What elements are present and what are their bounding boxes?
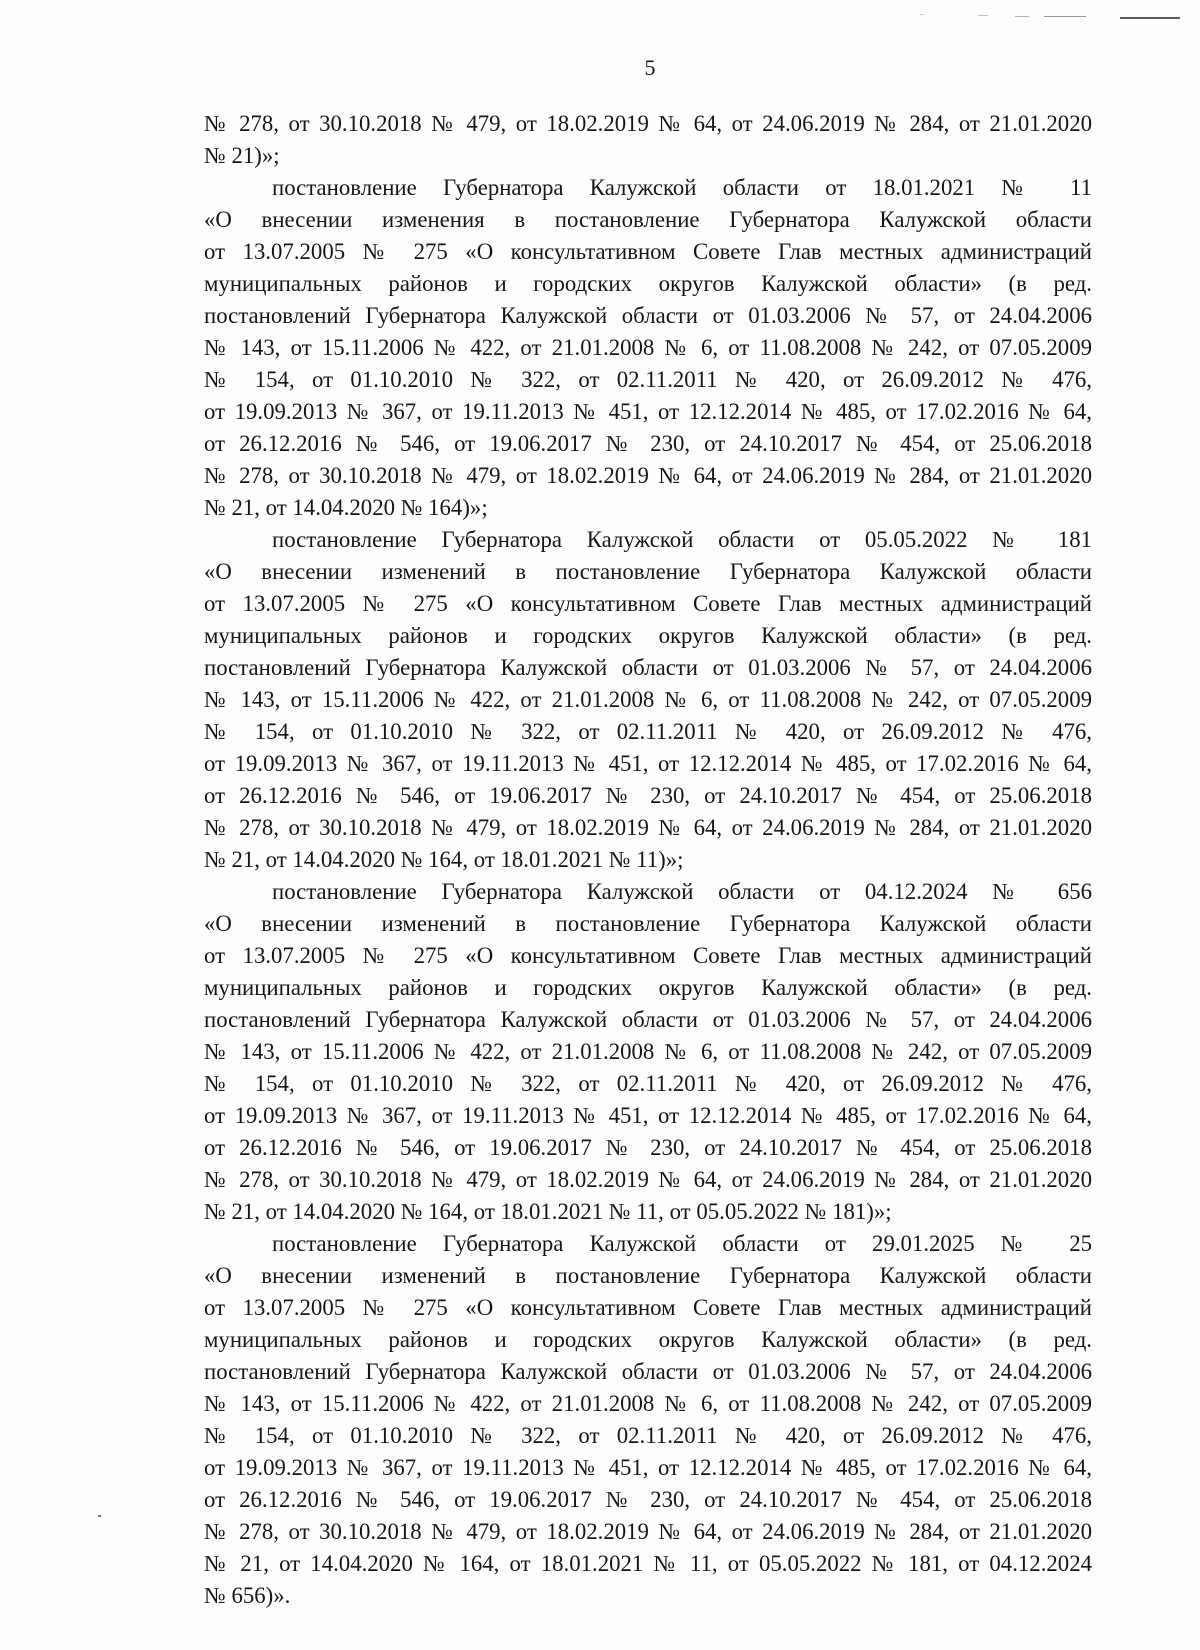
- paragraph-lines: [204, 1228, 1092, 1612]
- scan-artifact-mark: [1044, 16, 1086, 17]
- text-line: № 143, от 15.11.2006 № 422, от 21.01.2008 № 6, от 11.08.2008 № 242, от 07.05.2009: [204, 1039, 1092, 1064]
- text-line: от 19.09.2013 № 367, от 19.11.2013 № 451, от 12.12.2014 № 485, от 17.02.2016 № 64,: [204, 751, 1092, 776]
- text-line: № 21, от 14.04.2020 № 164, от 18.01.2021 № 11, от 05.05.2022 № 181, от 04.12.2024: [204, 1551, 1092, 1576]
- text-line: от 19.09.2013 № 367, от 19.11.2013 № 451, от 12.12.2014 № 485, от 17.02.2016 № 64,: [204, 399, 1092, 424]
- text-line: муниципальных районов и городских округов Калужской области» (в ред.: [204, 1327, 1092, 1352]
- text-line: № 278, от 30.10.2018 № 479, от 18.02.2019 № 64, от 24.06.2019 № 284, от 21.01.2020: [204, 1167, 1092, 1192]
- text-line: «О внесении изменения в постановление Губернатора Калужской области: [204, 207, 1092, 232]
- scan-artifact-mark: [920, 14, 924, 15]
- scan-artifact-mark: [978, 15, 988, 16]
- paragraph-resolution-2024: [204, 876, 1092, 1228]
- text-line: № 143, от 15.11.2006 № 422, от 21.01.2008 № 6, от 11.08.2008 № 242, от 07.05.2009: [204, 335, 1092, 360]
- text-line: № 143, от 15.11.2006 № 422, от 21.01.2008 № 6, от 11.08.2008 № 242, от 07.05.2009: [204, 1391, 1092, 1416]
- text-line: постановление Губернатора Калужской области от 29.01.2025 № 25: [272, 1231, 1092, 1256]
- text-line: № 278, от 30.10.2018 № 479, от 18.02.2019 № 64, от 24.06.2019 № 284, от 21.01.2020: [204, 463, 1092, 488]
- text-line: постановление Губернатора Калужской области от 04.12.2024 № 656: [272, 879, 1092, 904]
- text-line: от 13.07.2005 № 275 «О консультативном Совете Глав местных администраций: [204, 239, 1092, 264]
- text-line: «О внесении изменений в постановление Губернатора Калужской области: [204, 1263, 1092, 1288]
- text-line: № 154, от 01.10.2010 № 322, от 02.11.2011 № 420, от 26.09.2012 № 476,: [204, 1071, 1092, 1096]
- text-line: от 26.12.2016 № 546, от 19.06.2017 № 230, от 24.10.2017 № 454, от 25.06.2018: [204, 1487, 1092, 1512]
- text-line: № 154, от 01.10.2010 № 322, от 02.11.2011 № 420, от 26.09.2012 № 476,: [204, 1423, 1092, 1448]
- text-line: № 21, от 14.04.2020 № 164)»;: [204, 495, 488, 520]
- text-line: № 278, от 30.10.2018 № 479, от 18.02.2019 № 64, от 24.06.2019 № 284, от 21.01.2020: [204, 815, 1092, 840]
- text-line: № 21, от 14.04.2020 № 164, от 18.01.2021 № 11, от 05.05.2022 № 181)»;: [204, 1199, 892, 1224]
- scan-artifact-mark: [1120, 17, 1180, 19]
- text-line: муниципальных районов и городских округов Калужской области» (в ред.: [204, 975, 1092, 1000]
- paragraph-resolution-2021: [204, 172, 1092, 524]
- text-line: от 26.12.2016 № 546, от 19.06.2017 № 230, от 24.10.2017 № 454, от 25.06.2018: [204, 431, 1092, 456]
- paragraph-lines: [204, 108, 1092, 172]
- text-line: от 26.12.2016 № 546, от 19.06.2017 № 230, от 24.10.2017 № 454, от 25.06.2018: [204, 783, 1092, 808]
- text-line: № 154, от 01.10.2010 № 322, от 02.11.2011 № 420, от 26.09.2012 № 476,: [204, 719, 1092, 744]
- text-line: постановлений Губернатора Калужской области от 01.03.2006 № 57, от 24.04.2006: [204, 303, 1092, 328]
- paragraph-continuation: [204, 108, 1092, 172]
- text-line: от 19.09.2013 № 367, от 19.11.2013 № 451, от 12.12.2014 № 485, от 17.02.2016 № 64,: [204, 1103, 1092, 1128]
- text-line: от 19.09.2013 № 367, от 19.11.2013 № 451, от 12.12.2014 № 485, от 17.02.2016 № 64,: [204, 1455, 1092, 1480]
- text-line: постановление Губернатора Калужской области от 18.01.2021 № 11: [272, 175, 1092, 200]
- text-line: № 143, от 15.11.2006 № 422, от 21.01.2008 № 6, от 11.08.2008 № 242, от 07.05.2009: [204, 687, 1092, 712]
- text-line: № 154, от 01.10.2010 № 322, от 02.11.2011 № 420, от 26.09.2012 № 476,: [204, 367, 1092, 392]
- text-line: от 13.07.2005 № 275 «О консультативном Совете Глав местных администраций: [204, 591, 1092, 616]
- text-line: муниципальных районов и городских округов Калужской области» (в ред.: [204, 271, 1092, 296]
- text-line: от 26.12.2016 № 546, от 19.06.2017 № 230, от 24.10.2017 № 454, от 25.06.2018: [204, 1135, 1092, 1160]
- text-line: № 21)»;: [204, 143, 280, 168]
- paragraph-lines: [204, 524, 1092, 876]
- text-line: от 13.07.2005 № 275 «О консультативном Совете Глав местных администраций: [204, 1295, 1092, 1320]
- text-line: постановлений Губернатора Калужской области от 01.03.2006 № 57, от 24.04.2006: [204, 655, 1092, 680]
- text-line: постановлений Губернатора Калужской области от 01.03.2006 № 57, от 24.04.2006: [204, 1007, 1092, 1032]
- text-line: постановление Губернатора Калужской области от 05.05.2022 № 181: [272, 527, 1092, 552]
- text-line: № 278, от 30.10.2018 № 479, от 18.02.2019 № 64, от 24.06.2019 № 284, от 21.01.2020: [204, 111, 1092, 136]
- paragraph-lines: [204, 172, 1092, 524]
- scan-artifact-mark: [1015, 16, 1029, 17]
- text-line: «О внесении изменений в постановление Губернатора Калужской области: [204, 559, 1092, 584]
- paragraph-lines: [204, 876, 1092, 1228]
- text-line: № 278, от 30.10.2018 № 479, от 18.02.2019 № 64, от 24.06.2019 № 284, от 21.01.2020: [204, 1519, 1092, 1544]
- text-line: от 13.07.2005 № 275 «О консультативном Совете Глав местных администраций: [204, 943, 1092, 968]
- scan-artifact-dot: [98, 1515, 101, 1517]
- document-body: [204, 108, 1092, 1612]
- text-line: № 656)».: [204, 1583, 291, 1608]
- paragraph-resolution-2022: [204, 524, 1092, 876]
- text-line: муниципальных районов и городских округов Калужской области» (в ред.: [204, 623, 1092, 648]
- paragraph-resolution-2025: [204, 1228, 1092, 1612]
- page-number: 5: [644, 55, 656, 80]
- text-line: постановлений Губернатора Калужской области от 01.03.2006 № 57, от 24.04.2006: [204, 1359, 1092, 1384]
- text-line: «О внесении изменений в постановление Губернатора Калужской области: [204, 911, 1092, 936]
- text-line: № 21, от 14.04.2020 № 164, от 18.01.2021 № 11)»;: [204, 847, 684, 872]
